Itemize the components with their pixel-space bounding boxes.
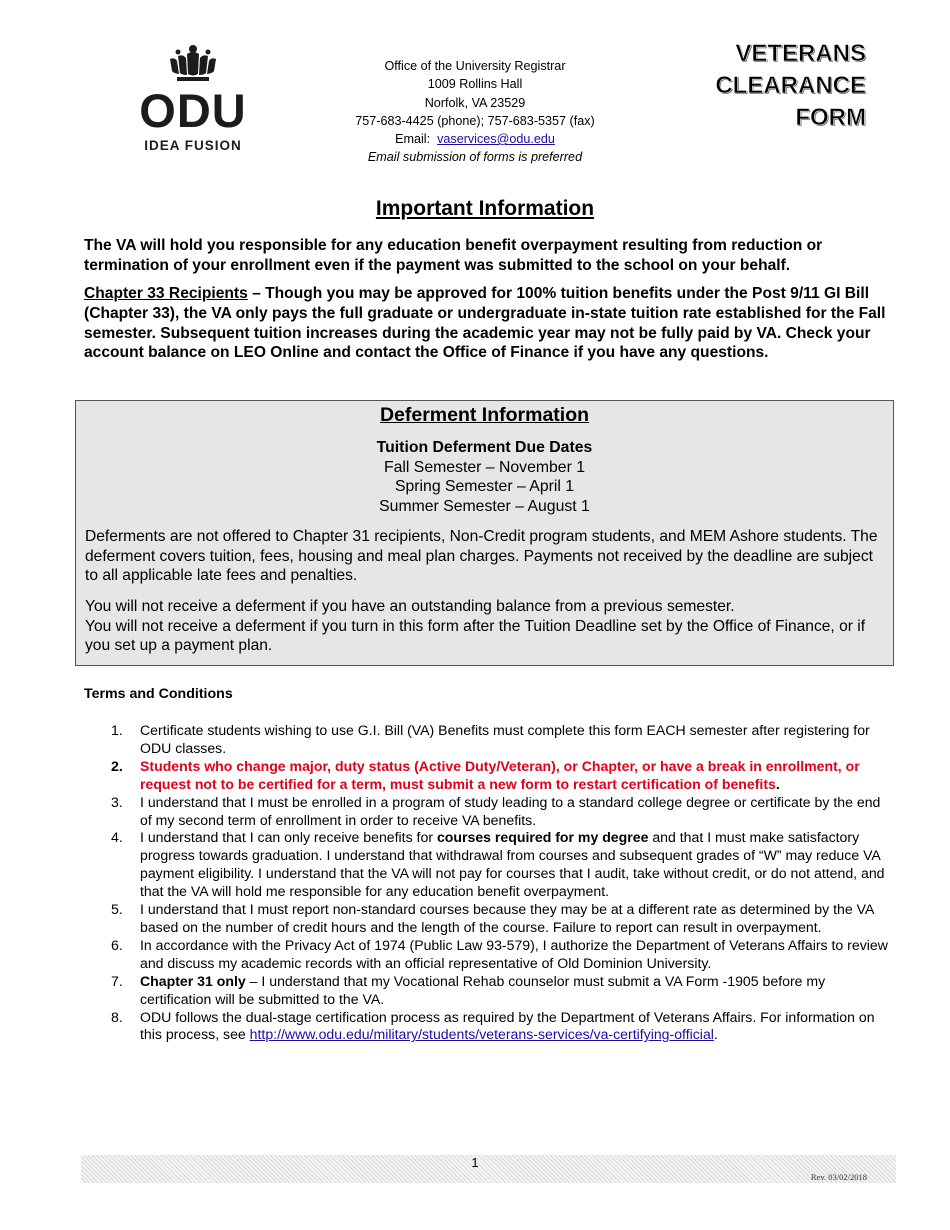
crown-icon <box>165 44 221 82</box>
terms-item: 4. I understand that I can only receive benefits for courses required for my degree and that I must make satisfactory progress towards graduation. I understand that withdrawal from courses and subsequent grades of “W” may reduce VA payment eligibility. I understand that the VA will not pay for courses that I audit, take without credit, or do not attend, and that the VA will hold me responsible for any education benefit overpayment. <box>111 829 885 900</box>
deferment-restriction-balance: You will not receive a deferment if you have an outstanding balance from a previous semester. <box>85 598 735 615</box>
form-title-line3: FORM <box>795 104 866 131</box>
office-city: Norfolk, VA 23529 <box>424 95 526 110</box>
email-label: Email: <box>395 132 431 147</box>
terms-list <box>84 722 894 1044</box>
terms-item: 7. Chapter 31 only – I understand that my Vocational Rehab counselor must submit a VA Form -1905 before my certification will be submitted to the VA. <box>111 972 826 1007</box>
terms-item: 6. In accordance with the Privacy Act of 1974 (Public Law 93-579), I authorize the Department of Veterans Affairs to review and discuss my academic records with an official representative of Old Dominion University. <box>111 936 888 971</box>
overpayment-paragraph: The VA will hold you responsible for any education benefit overpayment resulting from reduction or termination of your enrollment even if the payment was submitted to the school on your behalf. <box>84 237 823 274</box>
deferment-due-dates <box>76 438 893 517</box>
due-date-spring: Spring Semester – April 1 <box>394 478 575 496</box>
deferment-box <box>75 400 894 666</box>
terms-heading: Terms and Conditions <box>84 686 233 702</box>
deferment-restrictions <box>85 597 890 656</box>
terms-item: 1. Certificate students wishing to use G.I. Bill (VA) Benefits must complete this form EACH semester after registering for ODU classes. <box>111 722 870 756</box>
terms-item: 5. I understand that I must report non-standard courses because they may be at a different rate as determined by the VA based on the number of credit hours and the length of the course. Failure to report can result in overpayment. <box>111 901 874 935</box>
deferment-eligibility-paragraph: Deferments are not offered to Chapter 31 recipients, Non-Credit program students, and MEM Ashore students. The deferment covers tuition, fees, housing and meal plan charges. Payments not received by the deadline are subject to all applicable late fees and penalties. <box>85 528 878 585</box>
form-title <box>715 38 866 134</box>
office-building: 1009 Rollins Hall <box>427 77 523 92</box>
important-heading: Important Information <box>375 197 595 220</box>
email-note: Email submission of forms is preferred <box>367 150 583 165</box>
due-dates-title: Tuition Deferment Due Dates <box>376 439 593 456</box>
deferment-heading: Deferment Information <box>379 404 590 426</box>
odu-logo <box>128 44 258 153</box>
va-certifying-official-link[interactable]: http://www.odu.edu/military/students/veterans-services/va-certifying-official <box>249 1026 714 1043</box>
chapter33-label: Chapter 33 Recipients <box>84 285 248 302</box>
form-title-line2: CLEARANCE <box>715 72 866 99</box>
logo-wordmark: ODU <box>139 84 247 137</box>
terms-item: 2. Students who change major, duty status (Active Duty/Veteran), or Chapter, or have a break in enrollment, or request not to be certified for a term, must submit a new form to restart certification of benefits. <box>111 757 860 792</box>
due-date-fall: Fall Semester – November 1 <box>383 458 586 476</box>
deferment-restriction-deadline: You will not receive a deferment if you turn in this form after the Tuition Deadline set by the Office of Finance, or if you set up a payment plan. <box>85 617 866 655</box>
form-title-line1: VETERANS <box>735 40 866 67</box>
office-name: Office of the University Registrar <box>384 59 566 73</box>
chapter33-text: – Though you may be approved for 100% tuition benefits under the Post 9/11 GI Bill (Chapter 33), the VA only pays the full graduate or undergraduate in-state tuition rate established for the Fall semester. Subsequent tuition increases during the academic year may not be fully paid by VA. Check your account balance on LEO Online and contact the Office of Finance if you have any questions. <box>84 285 886 362</box>
email-link[interactable]: vaservices@odu.edu <box>437 132 555 147</box>
office-email-line <box>310 130 640 148</box>
terms-item: 8. ODU follows the dual-stage certification process as required by the Department of Veterans Affairs. For information on this process, see http://www.odu.edu/military/students/veterans-services/va-certifying-official. <box>111 1008 875 1043</box>
logo-tagline: IDEA FUSION <box>144 138 242 153</box>
page-number: 1 <box>471 1155 479 1170</box>
chapter33-paragraph <box>84 284 894 363</box>
due-date-summer: Summer Semester – August 1 <box>379 498 590 516</box>
terms-item: 3. I understand that I must be enrolled in a program of study leading to a standard college degree or certificate by the end of my second term of enrollment in order to receive VA benefits. <box>111 793 881 828</box>
office-contact <box>310 57 640 167</box>
office-phone-fax: 757-683-4425 (phone); 757-683-5357 (fax) <box>355 113 595 128</box>
revision-date: Rev. 03/02/2018 <box>810 1172 867 1182</box>
